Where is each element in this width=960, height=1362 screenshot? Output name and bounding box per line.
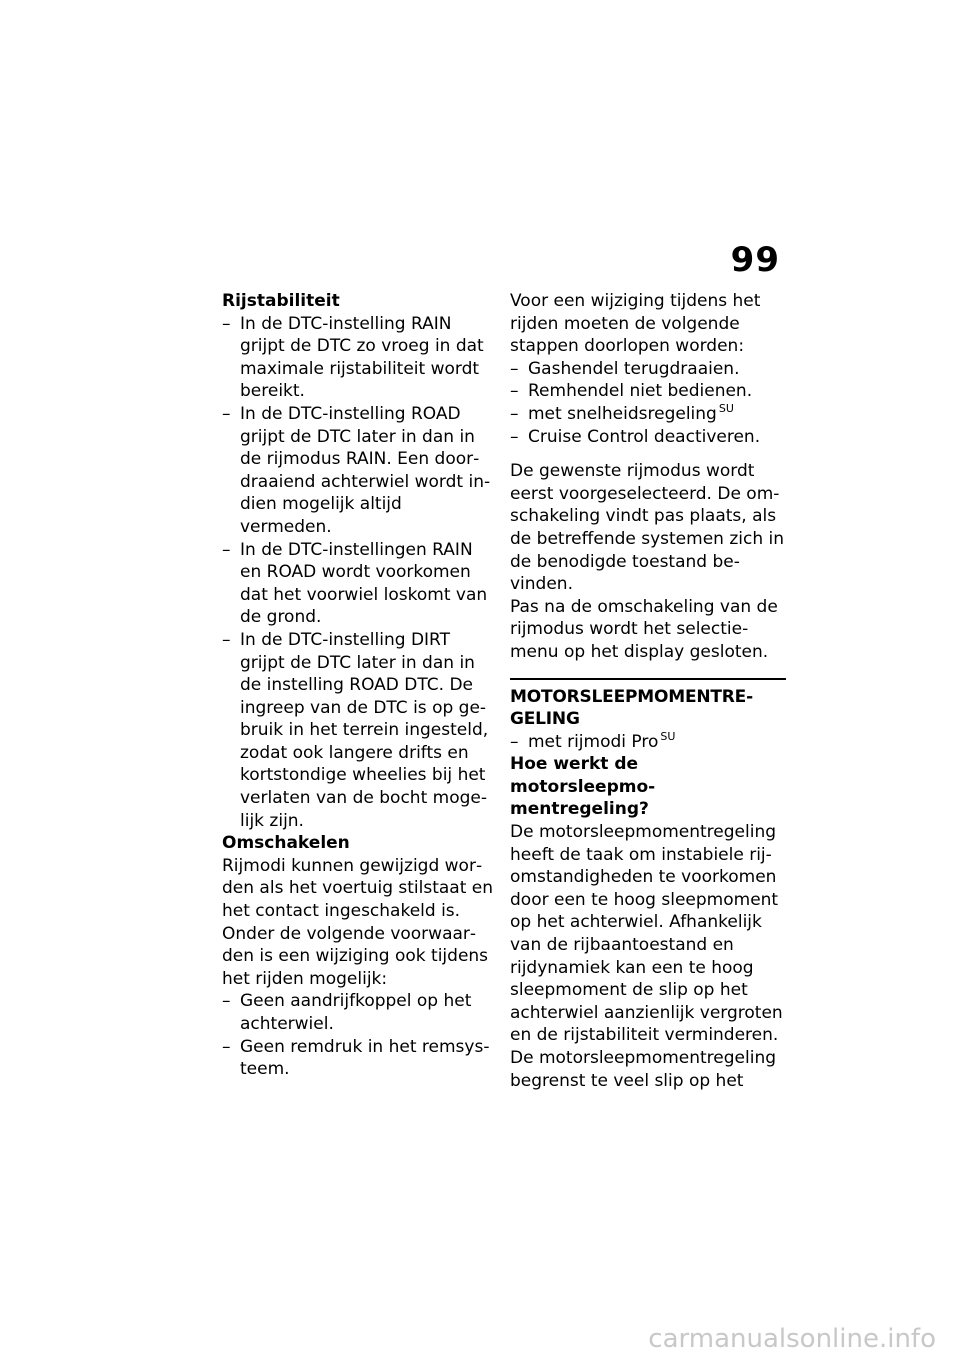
watermark: carmanualsonline.info <box>648 1324 936 1354</box>
section-divider <box>510 678 786 680</box>
paragraph: Rijmodi kunnen gewijzigd worden als het voertuig stilstaat en het contact ingeschakeld is. <box>222 855 494 922</box>
list-item-text: Cruise Control deactiveren. <box>528 426 761 447</box>
list-item-text: Remhendel niet bedienen. <box>528 381 753 402</box>
dash-bullet: – <box>222 991 231 1012</box>
list-item <box>510 426 786 449</box>
page-number: 99 <box>730 240 780 280</box>
list-item <box>222 1036 494 1081</box>
dash-bullet: – <box>222 403 231 424</box>
list-item-text: Gashendel terugdraaien. <box>528 358 740 379</box>
dash-bullet: – <box>222 539 231 560</box>
list-item <box>510 380 786 403</box>
paragraph: Voor een wijziging tijdens het rijden moeten de volgende stappen doorlopen worden: <box>510 291 761 357</box>
list-item-text: Geen aandrijfkoppel op het achterwiel. <box>240 991 472 1034</box>
list-item <box>510 358 786 381</box>
condition-line <box>510 731 786 754</box>
list-item-text: In de DTC-instelling RAIN grijpt de DTC zo vroeg in dat maximale rijstabiliteit wordt bereikt. <box>240 313 484 402</box>
condition-line <box>510 403 786 426</box>
condition-text: met snelheidsregeling <box>528 403 717 424</box>
paragraph: Onder de volgende voorwaarden is een wijziging ook tijdens het rijden mogelijk: <box>222 923 489 989</box>
section-title-motorsleepmomentregeling: MOTORSLEEPMOMENTREGELING <box>510 686 754 730</box>
dash-bullet: – <box>510 426 519 447</box>
paragraph: De motorsleepmomentregeling heeft de taak om instabiele rijomstandigheden te voorkomen door een te hoog sleepmoment op het achterwiel. Afhankelijk van de rijbaantoestand en rijdynamiek kan een te hoog sleepmoment de slip op het achterwiel aanzienlijk vergroten en de rijstabiliteit verminderen. De motorsleepmomentregeling begrenst te veel slip op het <box>510 822 783 1091</box>
dash-bullet: – <box>510 381 519 402</box>
paragraph: De gewenste rijmodus wordt eerst voorgeselecteerd. De omschakeling vindt pas plaats, als de betreffende systemen zich in de benodigde toestand bevinden. <box>510 461 785 595</box>
dash-bullet: – <box>510 403 519 424</box>
dash-bullet: – <box>222 629 231 650</box>
list-item-text: Geen remdruk in het remsysteem. <box>240 1036 490 1080</box>
section-title-rijstabiliteit: Rijstabiliteit <box>222 291 340 311</box>
list-item-text: In de DTC-instelling ROAD grijpt de DTC later in dan in de rijmodus RAIN. Een doordraaiend achterwiel wordt indien mogelijk altijd vermeden. <box>240 403 491 537</box>
list-item <box>222 990 494 1035</box>
subsection-title: Hoe werkt de motorsleepmomentregeling? <box>510 754 656 820</box>
list-item-text: In de DTC-instelling DIRT grijpt de DTC later in dan in de instelling ROAD DTC. De ingreep van de DTC is op gebruik in het terrein ingesteld, zodat ook langere drifts en kortstondige wheelies bij het verlaten van de bocht mogelijk zijn. <box>240 629 489 831</box>
option-superscript: SU <box>660 730 676 744</box>
section-title-omschakelen: Omschakelen <box>222 833 350 854</box>
list-item <box>222 539 494 629</box>
list-item <box>222 403 494 539</box>
paragraph: Pas na de omschakeling van de rijmodus wordt het selectiemenu op het display gesloten. <box>510 596 778 662</box>
list-item <box>222 313 494 403</box>
dash-bullet: – <box>222 313 231 334</box>
condition-text: met rijmodi Pro <box>528 731 659 752</box>
list-item-text: In de DTC-instellingen RAIN en ROAD wordt voorkomen dat het voorwiel loskomt van de grond. <box>240 539 488 628</box>
list-item <box>222 629 494 832</box>
right-column <box>510 290 786 1092</box>
dash-bullet: – <box>510 731 519 752</box>
left-column <box>222 290 494 1081</box>
dash-bullet: – <box>222 1036 231 1057</box>
option-superscript: SU <box>718 402 734 416</box>
dash-bullet: – <box>510 358 519 379</box>
